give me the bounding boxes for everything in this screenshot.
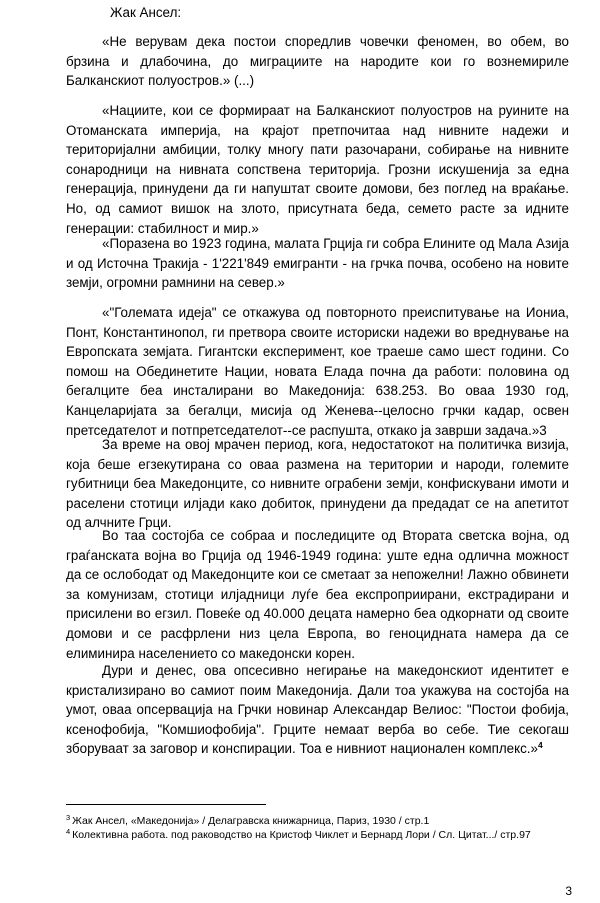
page-number: 3 bbox=[565, 884, 572, 898]
footnote-4 bbox=[66, 825, 576, 842]
quote-paragraph-1: «Не верувам дека постои споредлив човечки феномен, во обем, во брзина и длабочина, до миграциите на народите кои го вознемириле Балканскиот полуостров.» (...) bbox=[66, 34, 569, 89]
quote-paragraph-4: «"Големата идеја" се откажува од повторното преиспитување на Иониа, Понт, Константинопол, ги претвора своите историски надежи во вреднување на Европската земјата. Гигантски експеримент, кое траеше само шест години. Со помош на Обединетите Нации, новата Елада почна да работи: половина од бегалците беа инсталирани во Македонија: 638.253. Во оваа 1930 год, Канцеларијата за бегалци, мисија од Женева‐‐целосно грчки кадар, освен претседателот и потпретседателот‐‐се распушта, откако ја заврши задача.»3 bbox=[66, 305, 569, 438]
author-line: Жак Ансел: bbox=[110, 5, 182, 20]
footnote-3-number: 3 bbox=[66, 813, 71, 822]
footnote-3-text: Жак Ансел, «Македонија» / Делагравска книжарница, Париз, 1930 / стр.1 bbox=[72, 815, 430, 827]
body-paragraph-1: За време на овој мрачен период, кога, недостатокот на политичка визија, која беше егзекутирана со оваа размена на територии и народи, големите губитници беа Македонците, со нивните ограбени земји, конфискувани имоти и раселени стотици илјади како добиток, принудени да предадат се на апетитот од алчните Грци. bbox=[66, 437, 569, 531]
quote-paragraph-3: «Поразена во 1923 година, малата Грција ги собра Елините од Мала Азија и од Источна Тракија - 1'221'849 емигранти - на грчка почва, особено на новите земји, огромни рамнини на север.» bbox=[66, 236, 569, 291]
body-paragraph-3-text: Дури и денес, ова опсесивно негирање на македонскиот идентитет е кристализирано во самиот поим Македонија. Дали тоа укажува на состојба на умот, оваа опсервација на Грчки новинар Александар Велиос: "Постои фобија, ксенофобија, "Комшиофобија". Грците немаат верба во себе. Тие секогаш зборуваат за заговор и конспирации. Тоа е нивниот национален комплекс.» bbox=[66, 663, 569, 757]
footnote-separator bbox=[66, 804, 266, 805]
quote-paragraph-2: «Нациите, кои се формираат на Балканскиот полуостров на руините на Отоманската империја, на крајот претпочитаа над нивните надежи и територијални амбиции, толку многу пати разочарани, собирање на нивните сонародници на нивната сопствена територија. Грозни искушенија за една генерација, принудени да ги напуштат своите домови, без поглед на враќање. Но, од самиот вишок на злото, присутната беда, семето расте за идните генерации: стабилност и мир.» bbox=[66, 103, 569, 236]
body-paragraph-2: Во таа состојба се собраа и последиците од Втората светска војна, од граѓанската војна во Грција од 1946-1949 година: уште една одлична можност да се ослободат од Македонците кои се сметаат за непожелни! Лажно обвинети за комунизам, стотици илјадници луѓе беа експроприирани, екстрадирани и присилени во егзил. Повеќе од 40.000 децата намерно беа одкорнати од своите домови и се расфрлени низ цела Европа, во геноцидната намера да се елиминира населението со македонски корен. bbox=[66, 528, 569, 661]
footnote-4-number: 4 bbox=[66, 827, 71, 836]
footnote-4-text: Колективна работа. под раководство на Кристоф Чиклет и Бернард Лори / Сл. Цитат.../ стр.97 bbox=[72, 829, 531, 841]
body-paragraph-3 bbox=[66, 661, 569, 759]
footnote-ref-4: 4 bbox=[537, 740, 543, 751]
